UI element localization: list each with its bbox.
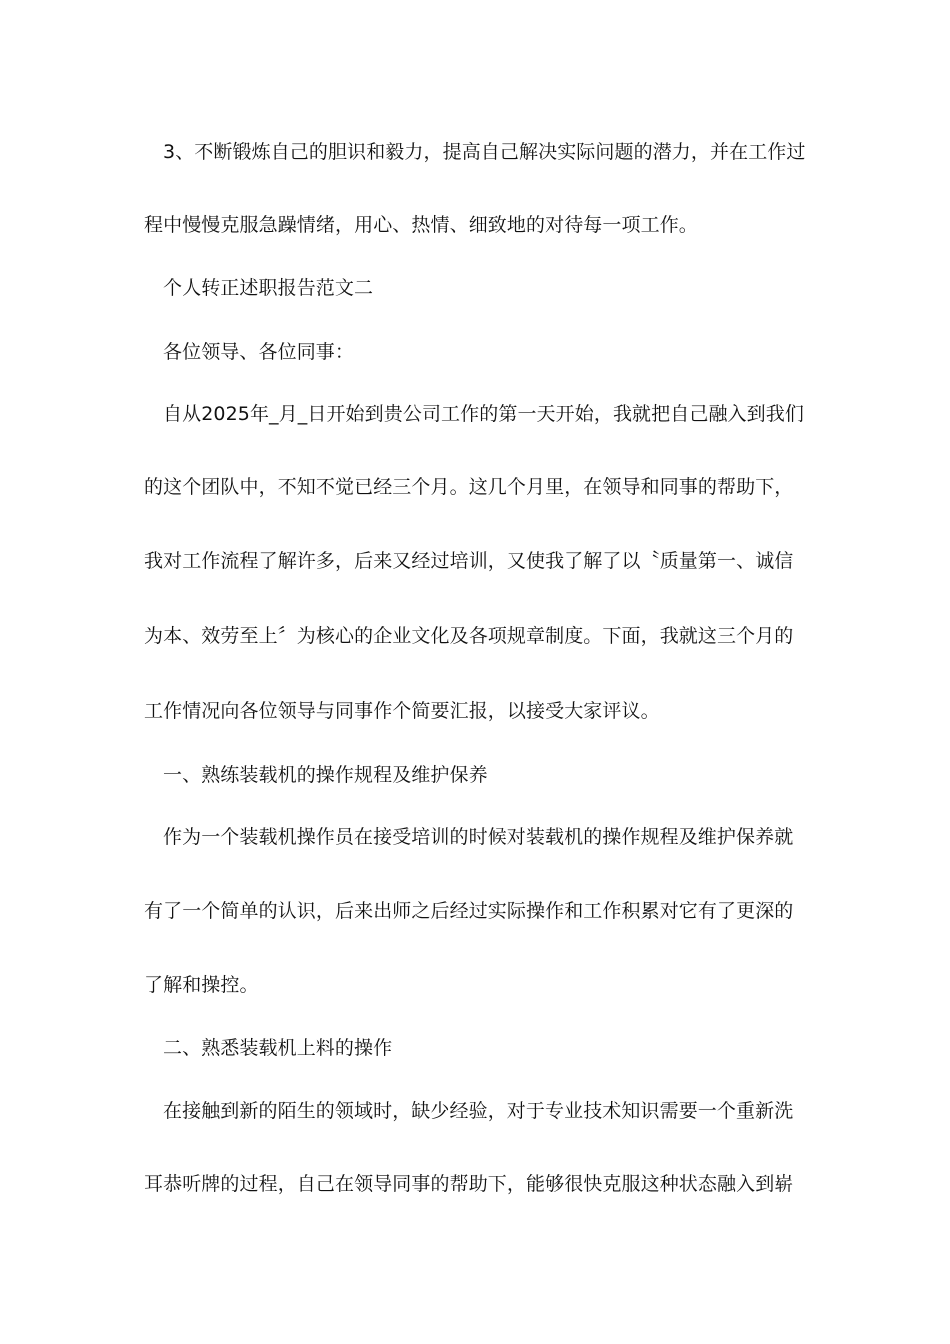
paragraph-line: 自从2025年_月_日开始到贵公司工作的第一天开始，我就把自己融入到我们 xyxy=(163,403,804,425)
paragraph-line: 为本、效劳至上〞为核心的企业文化及各项规章制度。下面，我就这三个月的 xyxy=(144,625,794,647)
section-title: 个人转正述职报告范文二 xyxy=(163,277,374,299)
paragraph-line: 我对工作流程了解许多，后来又经过培训，又使我了解了以〝质量第一、诚信 xyxy=(144,550,794,572)
paragraph-line: 在接触到新的陌生的领域时，缺少经验，对于专业技术知识需要一个重新洗 xyxy=(163,1100,794,1122)
paragraph-line: 工作情况向各位领导与同事作个简要汇报，以接受大家评议。 xyxy=(144,700,660,722)
paragraph-line: 3、不断锻炼自己的胆识和毅力，提高自己解决实际问题的潜力，并在工作过 xyxy=(163,141,806,163)
section-heading: 二、熟悉装载机上料的操作 xyxy=(163,1037,393,1059)
section-heading: 一、熟练装载机的操作规程及维护保养 xyxy=(163,764,488,786)
paragraph-line: 耳恭听牌的过程，自己在领导同事的帮助下，能够很快克服这种状态融入到崭 xyxy=(144,1173,794,1195)
paragraph-line: 有了一个简单的认识，后来出师之后经过实际操作和工作积累对它有了更深的 xyxy=(144,900,794,922)
salutation: 各位领导、各位同事： xyxy=(163,341,355,363)
paragraph-line: 了解和操控。 xyxy=(144,974,259,996)
paragraph-line: 程中慢慢克服急躁情绪，用心、热情、细致地的对待每一项工作。 xyxy=(144,214,698,236)
paragraph-line: 作为一个装载机操作员在接受培训的时候对装载机的操作规程及维护保养就 xyxy=(163,826,794,848)
paragraph-line: 的这个团队中，不知不觉已经三个月。这几个月里，在领导和同事的帮助下， xyxy=(144,476,794,498)
